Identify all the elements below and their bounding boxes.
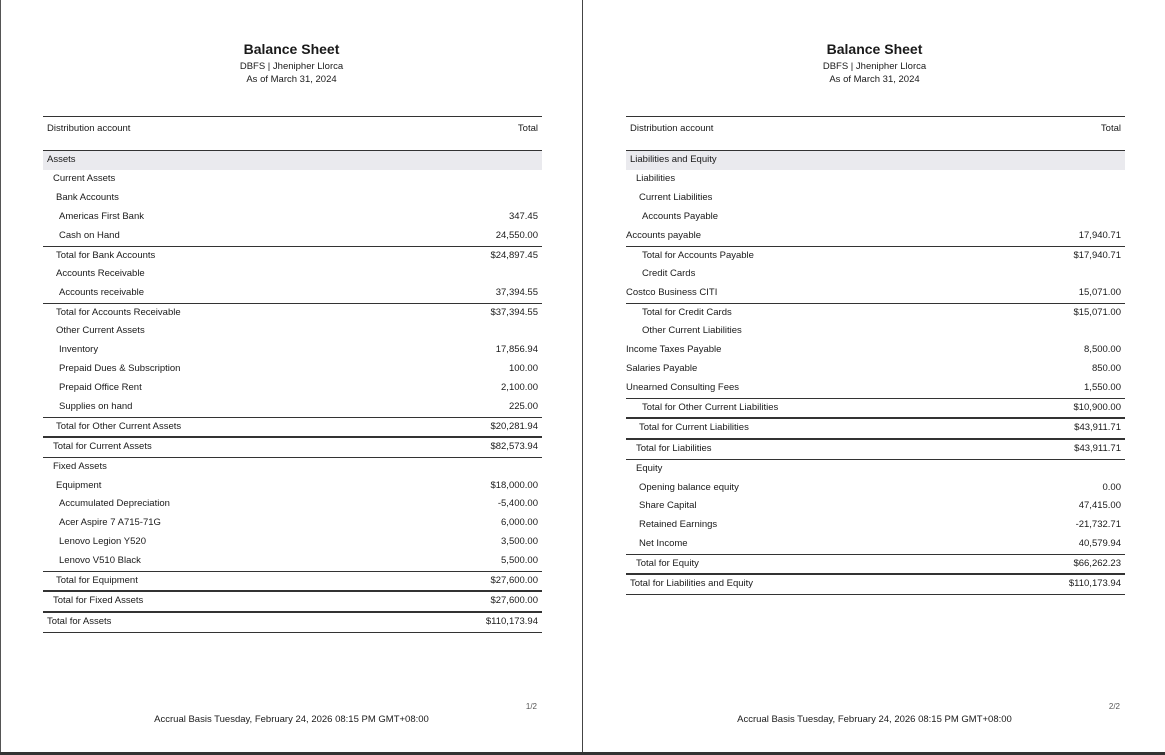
row-value: 0.00 [1102, 482, 1121, 493]
table-row [626, 303, 1125, 322]
table-row [43, 322, 542, 341]
table-row [43, 303, 542, 322]
row-label: Fixed Assets [53, 461, 107, 472]
row-value: $43,911.71 [1074, 422, 1121, 433]
row-label: Equipment [56, 480, 102, 491]
row-value: $20,281.94 [490, 421, 538, 432]
row-value: $10,900.00 [1073, 402, 1121, 413]
row-value: 5,500.00 [501, 555, 538, 566]
row-label: Bank Accounts [56, 192, 119, 203]
report-title: Balance Sheet [243, 41, 340, 57]
page-number: 2/2 [1108, 702, 1120, 711]
row-label: Total for Liabilities [636, 443, 712, 454]
row-label: Accounts Receivable [56, 268, 145, 279]
row-label: Prepaid Office Rent [59, 382, 142, 393]
row-label: Prepaid Dues & Subscription [59, 363, 181, 374]
row-value: 100.00 [508, 363, 538, 374]
report-date: As of March 31, 2024 [246, 74, 337, 85]
table-row [43, 495, 542, 514]
table-rows [43, 151, 542, 633]
table-row [626, 246, 1125, 265]
row-label: Equity [636, 463, 663, 474]
table-row [43, 284, 542, 303]
row-value: -21,732.71 [1075, 519, 1121, 530]
row-value: 347.45 [508, 211, 538, 222]
row-label: Lenovo V510 Black [59, 555, 141, 566]
table-row [626, 322, 1125, 341]
row-label: Inventory [59, 344, 99, 355]
table-row [43, 571, 542, 591]
row-label: Total for Credit Cards [642, 307, 732, 318]
row-label: Unearned Consulting Fees [626, 382, 740, 393]
row-label: Salaries Payable [626, 363, 698, 374]
table-row [43, 398, 542, 417]
column-header-account: Distribution account [630, 123, 714, 134]
row-label: Current Liabilities [639, 192, 713, 203]
row-value: 8,500.00 [1084, 344, 1121, 355]
report-footer: Accrual Basis Tuesday, February 24, 2026 08:15 PM GMT+08:00 [737, 714, 1012, 725]
row-value: $66,262.23 [1073, 558, 1121, 569]
row-label: Lenovo Legion Y520 [59, 536, 146, 547]
report-page-2 [584, 0, 1165, 752]
table-row [626, 497, 1125, 516]
balance-sheet-table [626, 116, 1125, 595]
row-value: $37,394.55 [490, 307, 538, 318]
row-label: Total for Equity [636, 558, 699, 569]
table-header [626, 116, 1125, 151]
table-row [43, 227, 542, 246]
row-label: Costco Business CITI [626, 287, 718, 298]
row-value: $15,071.00 [1073, 307, 1121, 318]
row-value: 850.00 [1091, 363, 1121, 374]
row-value: 3,500.00 [501, 536, 538, 547]
balance-sheet-table [43, 116, 542, 633]
company-name: DBFS | Jhenipher Llorca [822, 61, 927, 72]
row-value: -5,400.00 [497, 498, 538, 509]
table-row [626, 189, 1125, 208]
table-row [43, 341, 542, 360]
row-label: Total for Fixed Assets [53, 595, 144, 606]
row-value: $17,940.71 [1073, 250, 1121, 261]
row-label: Opening balance equity [639, 482, 739, 493]
row-label: Total for Accounts Payable [642, 250, 754, 261]
table-row [43, 151, 542, 170]
table-row [626, 284, 1125, 303]
table-row [626, 227, 1125, 246]
table-row [626, 479, 1125, 497]
row-label: Liabilities [636, 173, 676, 184]
table-row [43, 208, 542, 227]
report-title: Balance Sheet [826, 41, 923, 57]
row-label: Assets [47, 154, 76, 165]
row-value: 40,579.94 [1078, 538, 1121, 549]
row-value: $43,911.71 [1074, 443, 1121, 454]
table-row [43, 533, 542, 552]
table-row [626, 170, 1125, 189]
row-label: Total for Current Liabilities [639, 422, 749, 433]
row-label: Total for Accounts Receivable [56, 307, 181, 318]
table-row [626, 208, 1125, 227]
row-value: 37,394.55 [495, 287, 538, 298]
row-label: Cash on Hand [59, 230, 120, 241]
row-label: Liabilities and Equity [630, 154, 717, 165]
table-row [43, 189, 542, 208]
row-value: 15,071.00 [1078, 287, 1121, 298]
report-page-1 [0, 0, 583, 752]
table-row [626, 398, 1125, 418]
table-row [626, 265, 1125, 284]
row-label: Other Current Assets [56, 325, 145, 336]
row-label: Current Assets [53, 173, 116, 184]
table-row [626, 460, 1125, 479]
column-header-account: Distribution account [47, 123, 131, 134]
row-label: Total for Bank Accounts [56, 250, 156, 261]
row-label: Net Income [639, 538, 688, 549]
table-row [626, 554, 1125, 574]
table-row [43, 360, 542, 379]
row-value: $110,173.94 [1068, 578, 1121, 589]
row-label: Total for Equipment [56, 575, 138, 586]
column-header-total: Total [517, 123, 538, 134]
table-row [43, 246, 542, 265]
table-row [626, 516, 1125, 535]
table-row [43, 514, 542, 533]
table-row [43, 458, 542, 477]
page-number: 1/2 [525, 702, 537, 711]
row-label: Other Current Liabilities [642, 325, 742, 336]
row-label: Accumulated Depreciation [59, 498, 170, 509]
table-row [626, 574, 1125, 595]
table-row [626, 151, 1125, 170]
row-label: Total for Assets [47, 616, 112, 627]
table-rows [626, 151, 1125, 595]
row-value: $24,897.45 [490, 250, 538, 261]
row-label: Acer Aspire 7 A715-71G [59, 517, 161, 528]
table-row [626, 535, 1125, 554]
row-value: 225.00 [508, 401, 538, 412]
row-value: $82,573.94 [490, 441, 538, 452]
table-row [626, 379, 1125, 398]
column-header-total: Total [1100, 123, 1121, 134]
row-value: 17,856.94 [495, 344, 538, 355]
row-value: 1,550.00 [1084, 382, 1121, 393]
row-value: 2,100.00 [501, 382, 538, 393]
row-label: Supplies on hand [59, 401, 133, 412]
row-label: Share Capital [639, 500, 697, 511]
company-name: DBFS | Jhenipher Llorca [239, 61, 344, 72]
row-label: Total for Other Current Assets [56, 421, 182, 432]
row-value: 24,550.00 [495, 230, 538, 241]
table-row [43, 437, 542, 458]
table-row [43, 417, 542, 437]
row-label: Americas First Bank [59, 211, 144, 222]
row-label: Accounts Payable [642, 211, 719, 222]
row-value: $110,173.94 [485, 616, 538, 627]
row-label: Accounts receivable [59, 287, 145, 298]
table-row [43, 265, 542, 284]
row-value: $27,600.00 [490, 595, 538, 606]
table-row [626, 418, 1125, 439]
table-row [626, 439, 1125, 460]
row-label: Credit Cards [642, 268, 696, 279]
row-value: 17,940.71 [1078, 230, 1121, 241]
report-date: As of March 31, 2024 [829, 74, 920, 85]
table-row [43, 379, 542, 398]
table-row [43, 170, 542, 189]
row-value: $27,600.00 [490, 575, 538, 586]
row-label: Retained Earnings [639, 519, 718, 530]
table-row [43, 552, 542, 571]
row-value: 6,000.00 [501, 517, 538, 528]
row-label: Total for Liabilities and Equity [630, 578, 754, 589]
row-value: $18,000.00 [490, 480, 538, 491]
table-row [43, 612, 542, 633]
row-label: Accounts payable [626, 230, 701, 241]
table-row [43, 591, 542, 612]
row-label: Total for Current Assets [53, 441, 152, 452]
table-row [626, 341, 1125, 360]
table-row [43, 477, 542, 495]
table-row [626, 360, 1125, 379]
row-value: 47,415.00 [1078, 500, 1121, 511]
report-footer: Accrual Basis Tuesday, February 24, 2026 08:15 PM GMT+08:00 [154, 714, 429, 725]
table-header [43, 116, 542, 151]
row-label: Income Taxes Payable [626, 344, 722, 355]
row-label: Total for Other Current Liabilities [642, 402, 779, 413]
